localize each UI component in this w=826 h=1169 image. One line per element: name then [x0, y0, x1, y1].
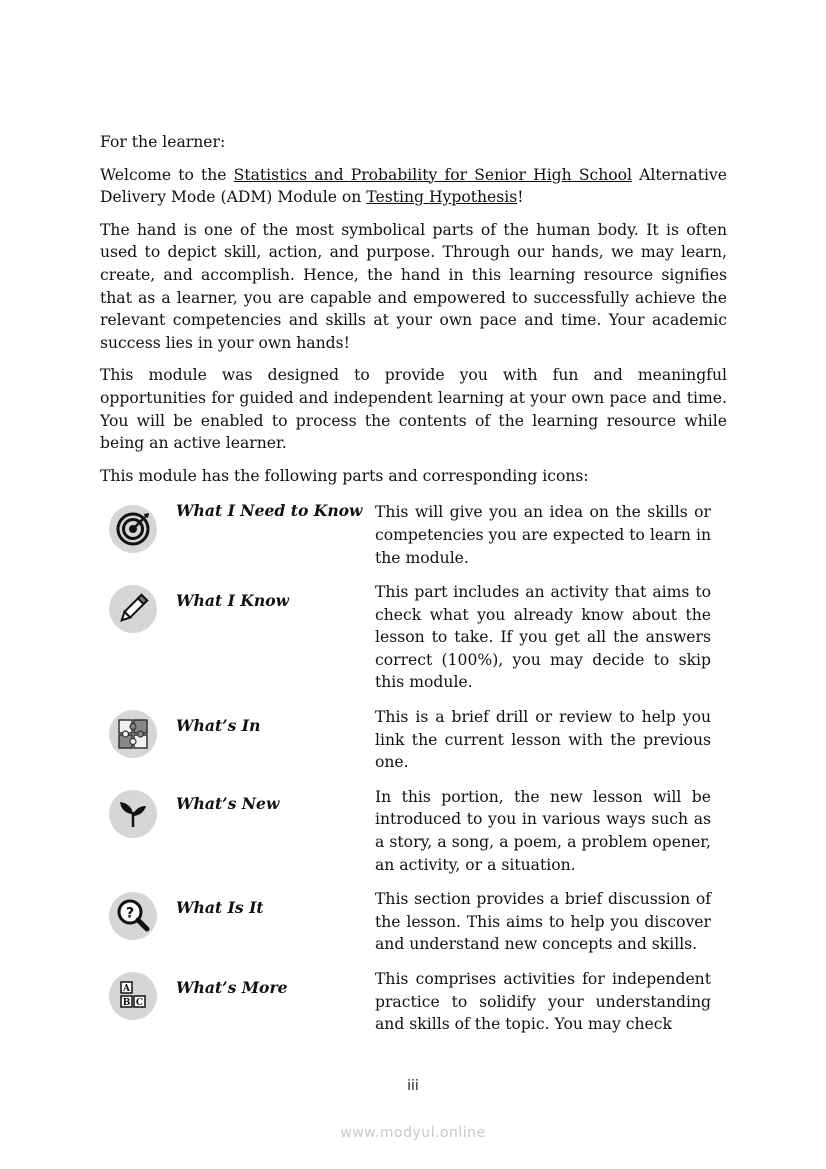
welcome-middle: Alternative Delivery Mode (ADM) Module on — [100, 165, 727, 207]
svg-text:?: ? — [125, 905, 135, 922]
abc-blocks-icon — [109, 972, 157, 1020]
parts-lead: This module has the following parts and corresponding icons: — [100, 466, 589, 485]
part-row-whats-new — [100, 786, 727, 876]
part-description: This comprises activities for independent practice to solidify your understanding and skills of the topic. You may check — [375, 970, 711, 1034]
part-description: This is a brief drill or review to help you link the current lesson with the previous one. — [375, 708, 711, 772]
target-icon — [109, 505, 157, 553]
part-title: What Is It — [176, 898, 264, 918]
welcome-prefix: Welcome to the — [100, 165, 234, 184]
page-number: iii — [407, 1078, 419, 1094]
svg-text:C: C — [135, 998, 144, 1008]
part-description: This will give you an idea on the skills or competencies you are expected to learn in the module. — [375, 503, 711, 567]
part-row-what-i-need-to-know — [100, 501, 727, 569]
module-paragraph: This module was designed to provide you with fun and meaningful opportunities for guided and independent learning at your own pace and time. You will be enabled to process the contents of the learning resource while being an active learner. — [100, 366, 727, 453]
part-title: What’s New — [176, 793, 280, 813]
topic-title-link: Testing Hypothesis — [366, 188, 518, 207]
greeting: For the learner: — [100, 133, 226, 151]
course-title-link: Statistics and Probability for Senior High School — [233, 165, 633, 184]
part-row-whats-more — [100, 968, 727, 1036]
pencil-icon — [109, 585, 157, 633]
svg-text:B: B — [122, 998, 131, 1008]
part-description: This part includes an activity that aims to check what you already know about the lesson to take. If you get all the answers correct (100%), you may decide to skip this module. — [375, 583, 711, 692]
watermark: www.modyul.online — [340, 1125, 486, 1141]
part-row-what-i-know — [100, 581, 727, 694]
part-row-whats-in — [100, 706, 727, 774]
svg-text:A: A — [123, 984, 130, 994]
part-description: This section provides a brief discussion of the lesson. This aims to help you discover and understand new concepts and skills. — [375, 890, 711, 954]
part-description: In this portion, the new lesson will be introduced to you in various ways such as a story, a song, a poem, a problem opener, an activity, or a situation. — [375, 787, 711, 874]
magnifier-question-icon — [109, 892, 157, 940]
welcome-suffix: ! — [517, 188, 524, 207]
part-row-what-is-it — [100, 888, 727, 956]
part-title: What’s More — [176, 978, 288, 997]
module-page — [100, 131, 727, 1036]
part-title: What’s In — [176, 716, 261, 736]
sprout-icon — [109, 790, 157, 838]
part-title: What I Know — [176, 591, 290, 611]
puzzle-icon — [109, 710, 157, 758]
part-title: What I Need to Know — [176, 501, 363, 521]
hand-paragraph: The hand is one of the most symbolical parts of the human body. It is often used to depict skill, action, and purpose. Through our hands, we may learn, create, and accomplish. Hence, the hand in this learning resource signifies that as a learner, you are capable and empowered to successfully achieve the relevant competencies and skills at your own pace and time. Your academic success lies in your own hands! — [100, 220, 727, 352]
module-parts-table — [100, 501, 727, 1035]
welcome-paragraph — [100, 164, 727, 209]
